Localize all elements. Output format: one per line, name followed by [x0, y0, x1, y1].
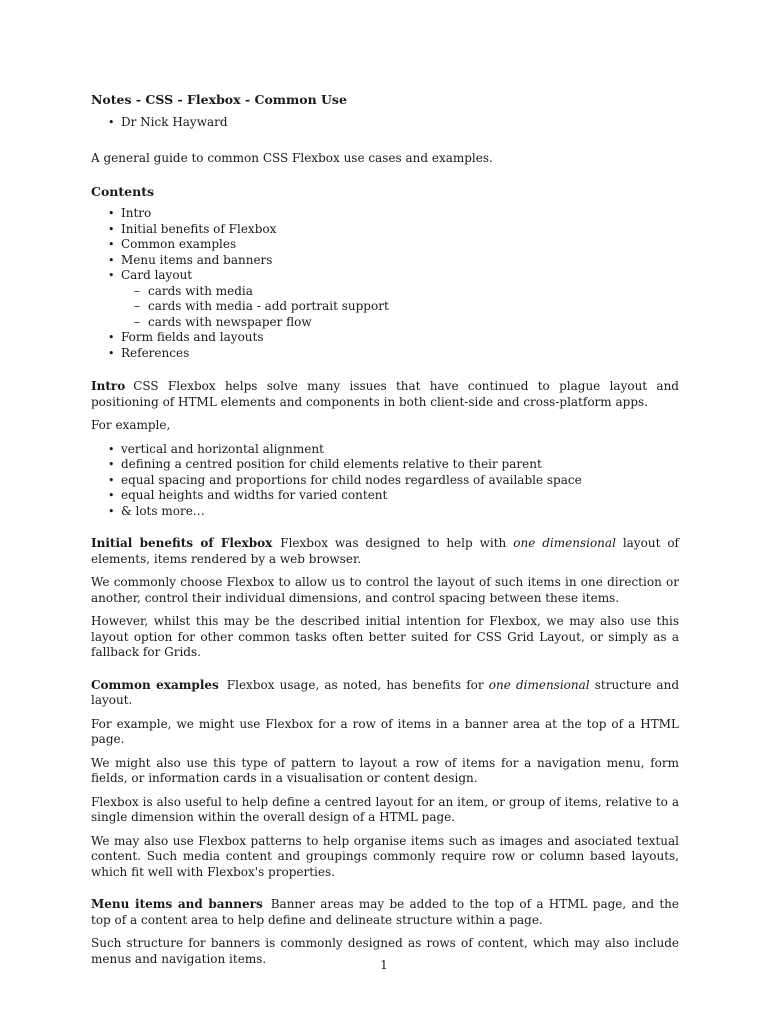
page-content [91, 92, 679, 967]
list-item: • defining a centred position for child elements relative to their parent [91, 457, 679, 473]
author-name: • Dr Nick Hayward [91, 115, 679, 131]
intro-example-lead: For example, [91, 418, 171, 432]
examples-paragraph-3: We might also use this type of pattern to layout a row of items for a navigation menu, form fields, or information cards in a visualisation or content design. [91, 755, 679, 785]
toc-item-intro[interactable]: • Intro [91, 206, 679, 222]
benefits-text-b: layout of elements, items rendered by a web browser. [91, 536, 680, 566]
intro-heading: Intro [91, 379, 126, 393]
table-of-contents [91, 206, 679, 361]
toc-item-card-layout [91, 268, 679, 330]
contents-heading: Contents [91, 184, 155, 199]
examples-paragraph-5: We may also use Flexbox patterns to help organise items such as images and asociated textual content. Such media content and groupings commonly require row or column based layouts, which fit well with Flexbox's properties. [91, 833, 679, 879]
benefits-paragraph-2: We commonly choose Flexbox to allow us to control the layout of such items in one direction or another, control their individual dimensions, and control spacing between these items. [91, 575, 679, 605]
document-title: Notes - CSS - Flexbox - Common Use [91, 92, 347, 107]
page-number: 1 [380, 958, 388, 972]
menus-paragraph [91, 897, 679, 928]
menus-heading: Menu items and banners [91, 897, 263, 911]
toc-item-common-examples[interactable]: • Common examples [91, 237, 679, 253]
intro-text: CSS Flexbox helps solve many issues that have continued to plague layout and positioning of HTML elements and components in both client-side and cross-platform apps. [91, 379, 679, 409]
author-list [91, 115, 679, 131]
examples-text-a: Flexbox usage, as noted, has benefits for [226, 677, 489, 692]
benefits-paragraph-3: However, whilst this may be the described initial intention for Flexbox, we may also use this layout option for other common tasks often better suited for CSS Grid Layout, or simply as a fallback for Grids. [91, 614, 679, 659]
intro-list [91, 442, 679, 520]
list-item: • equal heights and widths for varied content [91, 488, 679, 504]
menus-paragraph-2: Such structure for banners is commonly designed as rows of content, which may also include menus and navigation items. [91, 936, 679, 966]
benefits-heading: Initial benefits of Flexbox [91, 536, 273, 550]
toc-subitem-newspaper-flow[interactable]: – cards with newspaper flow [91, 315, 679, 331]
benefits-paragraph [91, 536, 679, 567]
document-description: A general guide to common CSS Flexbox use cases and examples. [91, 150, 493, 165]
toc-item-card-layout-label[interactable]: Card layout [121, 268, 193, 282]
toc-subitem-cards-with-media[interactable]: – cards with media [91, 284, 679, 300]
examples-paragraph [91, 678, 679, 709]
benefits-text-a: Flexbox was designed to help with [280, 536, 514, 550]
toc-card-layout-sublist [91, 284, 679, 331]
toc-subitem-portrait-support[interactable]: – cards with media - add portrait support [91, 299, 679, 315]
examples-text-b: structure and layout. [91, 677, 680, 707]
menus-text: Banner areas may be added to the top of a HTML page, and the top of a content area to help define and delineate structure within a page. [91, 897, 679, 927]
toc-item-form-fields[interactable]: • Form fields and layouts [91, 330, 679, 346]
examples-paragraph-4: Flexbox is also useful to help define a centred layout for an item, or group of items, relative to a single dimension within the overall design of a HTML page. [91, 794, 679, 824]
benefits-emphasis: one dimensional [513, 536, 616, 550]
examples-paragraph-2: For example, we might use Flexbox for a row of items in a banner area at the top of a HTML page. [91, 716, 679, 746]
list-item: • vertical and horizontal alignment [91, 442, 679, 458]
toc-item-menu-items[interactable]: • Menu items and banners [91, 253, 679, 269]
list-item: • equal spacing and proportions for child nodes regardless of available space [91, 473, 679, 489]
examples-heading: Common examples [91, 677, 219, 692]
examples-emphasis: one dimensional [488, 677, 590, 692]
toc-item-references[interactable]: • References [91, 346, 679, 362]
intro-paragraph [91, 379, 679, 410]
toc-item-initial-benefits[interactable]: • Initial benefits of Flexbox [91, 222, 679, 238]
list-item: • & lots more… [91, 504, 679, 520]
